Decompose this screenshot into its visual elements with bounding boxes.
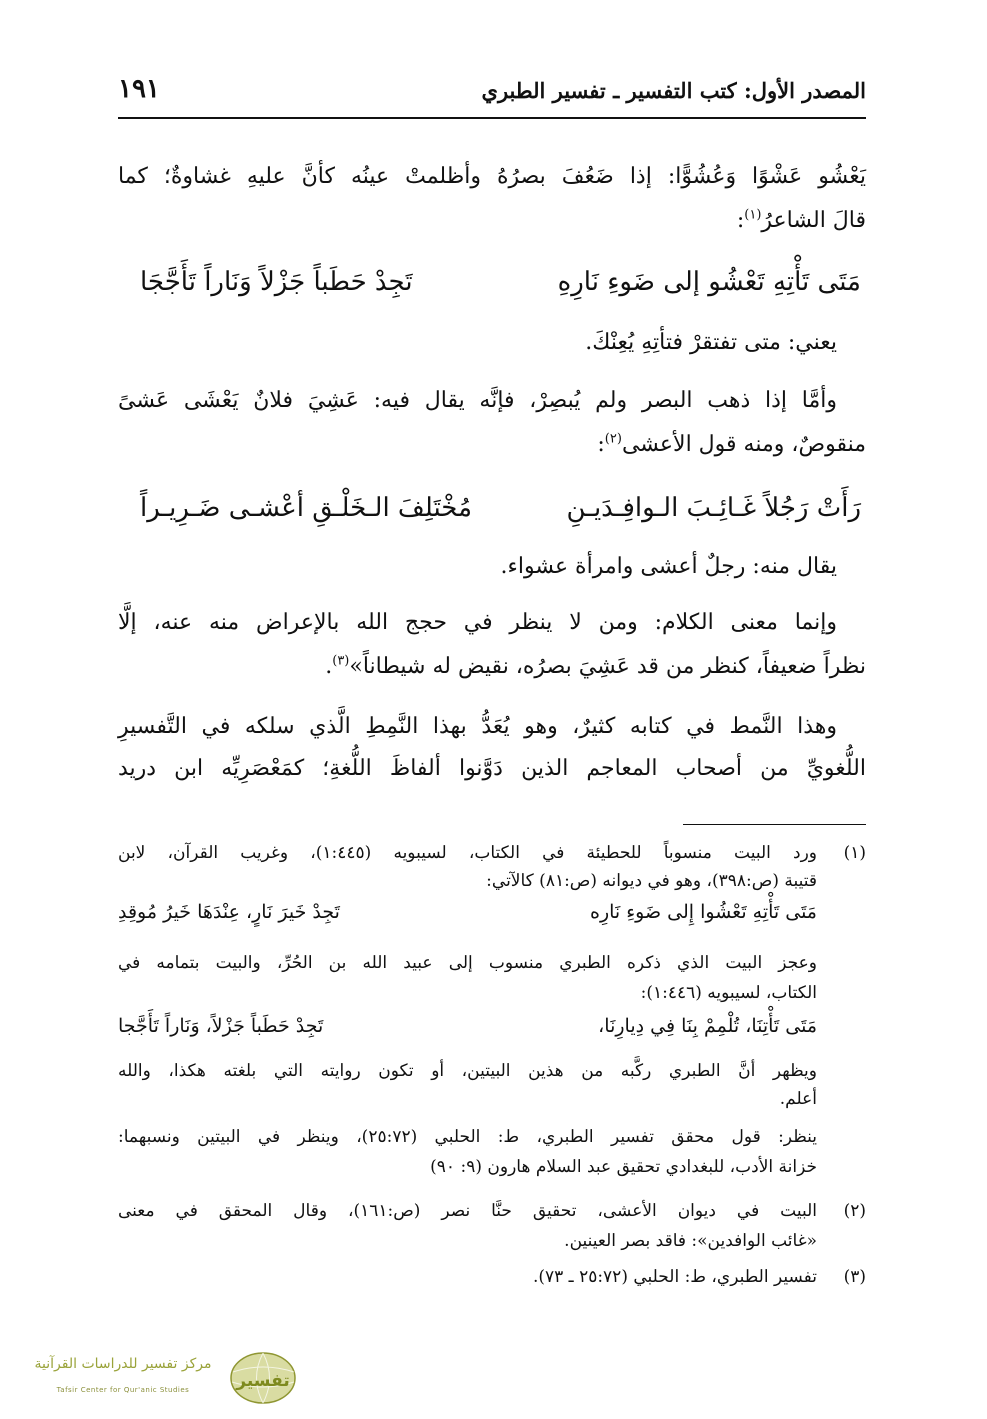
footnote-line: أعلم.: [779, 1089, 817, 1109]
footnote-line: خزانة الأدب، للبغدادي تحقيق عبد السلام هارون (٩: ٩٠): [430, 1157, 817, 1177]
verse-hemistich-1: مَتَى تَأْتِهِ تَعْشُو إلى ضَوءِ نَارِهِ: [557, 267, 861, 297]
footnote-line: البيت في ديوان الأعشى، تحقيق حنَّا نصر (ص:١٦١)، وقال المحقق في معنى: [118, 1201, 817, 1221]
footnote-number: (٢): [843, 1201, 866, 1221]
footnote-line: ورد البيت منسوباً للحطيئة في الكتاب، لسيبويه (١:٤٤٥)، وغريب القرآن، لابن: [118, 843, 817, 863]
footnote-line: ويظهر أنَّ الطبري ركَّبه من هذين البيتين، أو تكون روايته التي بلغته هكذا، والله: [118, 1061, 817, 1081]
footnote-number: (١): [843, 843, 866, 863]
tafsir-center-logo: [12, 1350, 302, 1410]
footnote-verse-hemistich-1: مَتَى تَأْتِهِ تَعْشُوا إِلى ضَوءِ نَارِه: [590, 901, 817, 923]
footnote-line: وعجز البيت الذي ذكره الطبري منسوب إلى عبيد الله بن الحُرِّ، والبيت بتمامه في: [118, 953, 817, 973]
page-number: ١٩١: [118, 74, 160, 104]
footnote-verse-hemistich-2: تَجِدْ حَطَباً جَزْلاً، وَنَاراً تَأَجَّجا: [118, 1015, 324, 1037]
globe-emblem-icon: [228, 1350, 298, 1406]
body-text: منقوصٌ، ومنه قول الأعشى: [621, 432, 866, 457]
footnote-number: (٣): [843, 1267, 866, 1287]
body-line: [737, 204, 866, 238]
footnote-line: قتيبة (ص:٣٩٨)، وهو في ديوانه (ص:٨١) كالآتي:: [486, 871, 817, 891]
body-text: قالَ الشاعرُ: [761, 208, 866, 233]
body-line: وأمَّا إذا ذهب البصر ولم يُبصِرْ، فإنَّه يقال فيه: عَشِيَ فلانٌ يَعْشَى عَشىً: [118, 388, 837, 413]
body-line: [325, 650, 866, 684]
footnote-verse-hemistich-1: مَتَى تَأْتِنَا، تُلْمِمْ بِنَا فِي دِيارِنَا،: [598, 1015, 817, 1037]
footnote-line: تفسير الطبري، ط: الحلبي (٢٥:٧٢ ـ ٧٣).: [532, 1267, 817, 1287]
verse-hemistich-1: رَأَتْ رَجُلاً غَـائِـبَ الـوافِـدَيـنِ: [566, 493, 861, 523]
body-text: .: [325, 654, 333, 679]
header-rule: [118, 117, 866, 119]
footnote-line: «غائب الوافدين»: فاقد بصر العينين.: [564, 1231, 817, 1251]
footnote-ref: (٢): [604, 431, 622, 447]
body-line: يعني: متى تفتقرْ فتأتِهِ يُعِنْكَ.: [585, 330, 837, 355]
verse-hemistich-2: تَجِدْ حَطَباً جَزْلاً وَنَاراً تَأَجَّجَا: [140, 267, 413, 297]
logo-title: مركز تفسير للدراسات القرآنية: [34, 1356, 212, 1372]
footnote-verse-hemistich-2: تَجِدْ خَيرَ نَارٍ، عِنْدَهَا خَيرُ مُوقِدِ: [118, 901, 340, 923]
body-text: نظراً ضعيفاً، كنظر من قد عَشِيَ بصرُه، نقيض له شيطاناً»: [349, 654, 866, 679]
running-title: المصدر الأول: كتب التفسير ـ تفسير الطبري: [481, 78, 866, 103]
logo-emblem-text: تفسير: [236, 1371, 290, 1391]
body-line: وهذا النَّمط في كتابه كثيرٌ، وهو يُعَدُّ بهذا النَّمِطِ الَّذي سلكه في التَّفسيرِ: [118, 714, 837, 739]
footnote-ref: (١): [744, 207, 762, 223]
body-line: يقال منه: رجلٌ أعشى وامرأة عشواء.: [500, 554, 837, 579]
footnote-ref: (٣): [332, 653, 350, 669]
body-line: يَعْشُو عَشْوًا وَعُشُوًّا: إذا ضَعُفَ بصرُهُ وأظلمتْ عينُه كأنَّ عليهِ غشاوةٌ؛ كما: [118, 164, 866, 189]
footnote-line: الكتاب، لسيبويه (١:٤٤٦):: [640, 983, 817, 1003]
body-line: اللُّغويِّ من أصحاب المعاجم الذين دَوَّنوا ألفاظَ اللُّغةِ؛ كمَعْصَرِيِّه ابن دريد: [118, 756, 866, 781]
verse-hemistich-2: مُخْتَلِفَ الـخَلْـقِ أعْشـى ضَـرِيـراً: [140, 493, 473, 523]
footnote-rule: [683, 824, 866, 825]
logo-subtitle: Tafsir Center for Qur'anic Studies: [56, 1386, 190, 1394]
page-header: [118, 72, 866, 112]
body-text: :: [597, 432, 605, 457]
body-line: [597, 428, 866, 462]
body-text: :: [736, 208, 745, 233]
footnote-line: ينظر: قول محقق تفسير الطبري، ط: الحلبي (٢٥:٧٢)، وينظر في البيتين ونسبهما:: [118, 1127, 817, 1147]
body-line: وإنما معنى الكلام: ومن لا ينظر في حجج الله بالإعراض منه عنه، إلَّا: [118, 610, 837, 635]
